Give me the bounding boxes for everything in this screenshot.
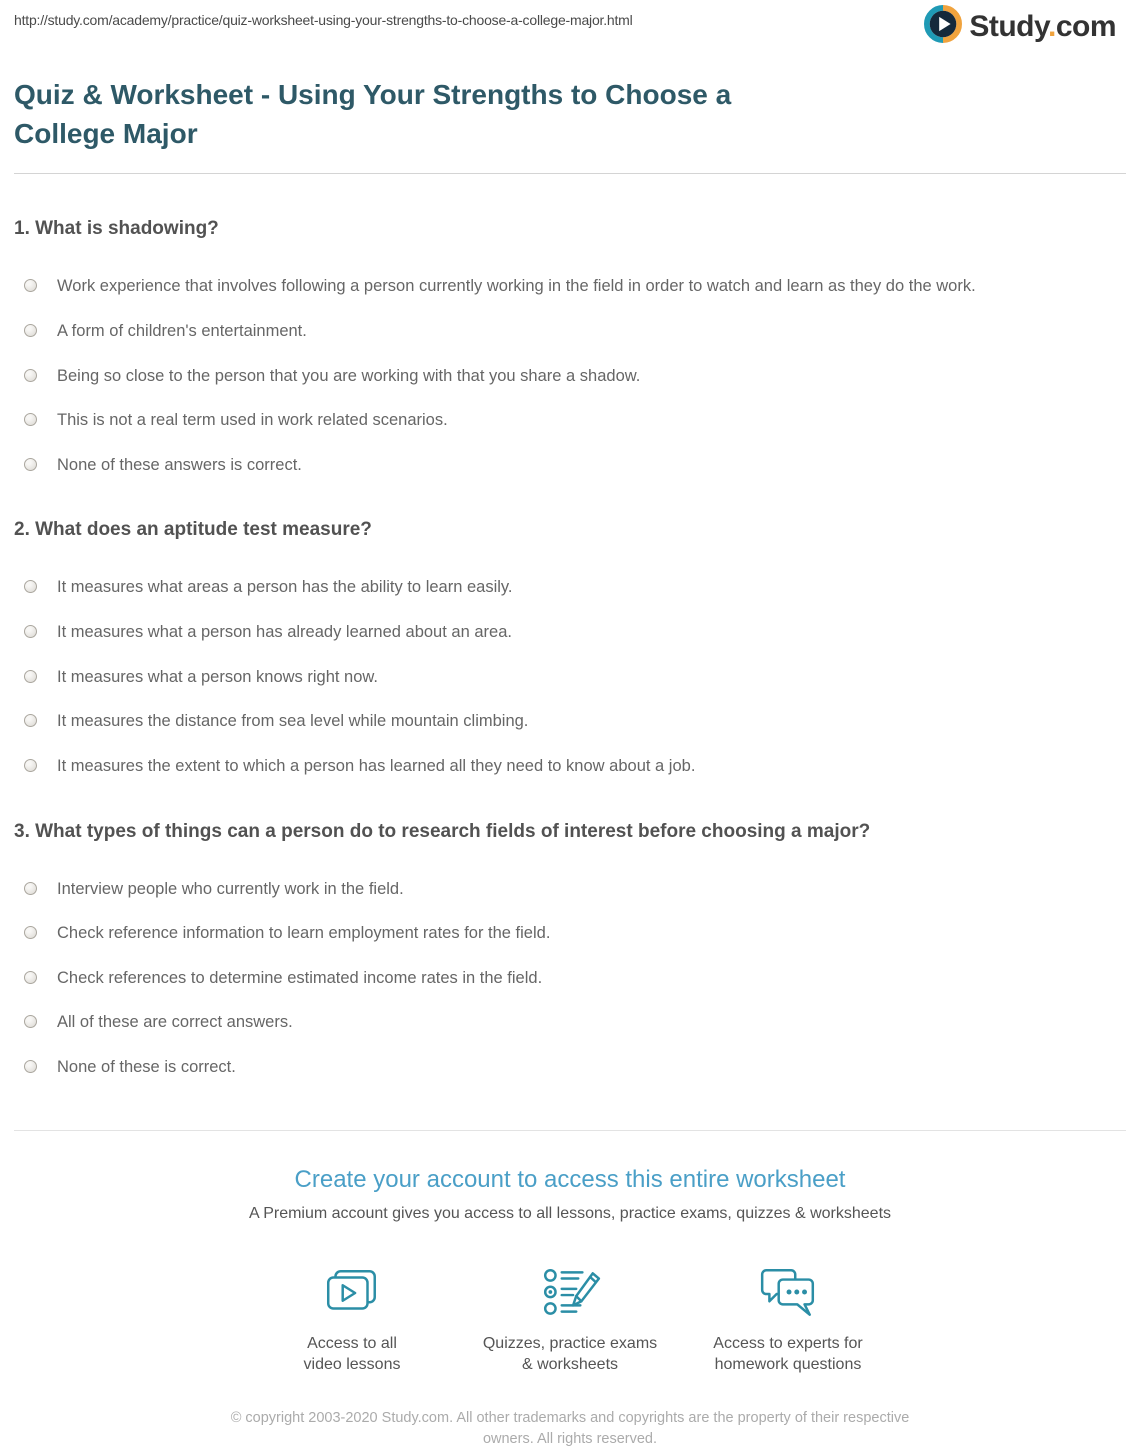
option-label[interactable]: It measures what a person knows right now. <box>57 667 378 686</box>
experts-chat-icon <box>757 1265 819 1321</box>
question-heading: 2. What does an aptitude test measure? <box>14 519 372 541</box>
option-label[interactable]: Work experience that involves following a person currently working in the field in order to watch and learn as they do the work. <box>57 277 976 296</box>
option-label[interactable]: None of these answers is correct. <box>57 455 302 474</box>
question-3 <box>14 821 1126 1078</box>
radio-button[interactable] <box>24 1015 37 1028</box>
feature-label: Access to experts for homework questions <box>713 1334 863 1374</box>
option-row[interactable] <box>14 1012 1126 1033</box>
radio-button[interactable] <box>24 1060 37 1073</box>
cta-section <box>14 1166 1126 1376</box>
quiz-questions <box>14 218 1126 1129</box>
logo-play-icon <box>924 5 962 48</box>
option-label[interactable]: A form of children's entertainment. <box>57 321 307 340</box>
feature-label: Quizzes, practice exams & worksheets <box>482 1334 658 1374</box>
radio-button[interactable] <box>24 580 37 593</box>
option-label[interactable]: Being so close to the person that you are working with that you share a shadow. <box>57 366 641 385</box>
video-lessons-icon <box>321 1265 383 1321</box>
radio-button[interactable] <box>24 369 37 382</box>
option-label[interactable]: All of these are correct answers. <box>57 1013 293 1032</box>
option-row[interactable] <box>14 321 1126 342</box>
copyright-text: © copyright 2003-2020 Study.com. All other trademarks and copyrights are the property of their respective owners. All rights reserved. <box>230 1409 910 1447</box>
feature-list <box>14 1265 1126 1376</box>
option-label[interactable]: This is not a real term used in work related scenarios. <box>57 411 448 430</box>
feature-quizzes-worksheets <box>461 1265 679 1376</box>
option-label[interactable]: Interview people who currently work in the field. <box>57 879 404 898</box>
option-row[interactable] <box>14 968 1126 989</box>
cta-title: Create your account to access this entire worksheet <box>294 1165 846 1193</box>
option-row[interactable] <box>14 455 1126 476</box>
feature-label: Access to all video lessons <box>303 1334 401 1374</box>
study-com-logo[interactable] <box>924 5 1116 48</box>
radio-button[interactable] <box>24 882 37 895</box>
page-title: Quiz & Worksheet - Using Your Strengths to Choose a College Major <box>14 79 732 149</box>
option-row[interactable] <box>14 1057 1126 1078</box>
radio-button[interactable] <box>24 625 37 638</box>
question-heading: 1. What is shadowing? <box>14 218 219 240</box>
radio-button[interactable] <box>24 279 37 292</box>
option-row[interactable] <box>14 276 1126 297</box>
option-label[interactable]: It measures what a person has already learned about an area. <box>57 623 512 641</box>
radio-button[interactable] <box>24 413 37 426</box>
quizzes-worksheets-icon <box>539 1265 601 1321</box>
question-2 <box>14 519 1126 776</box>
radio-button[interactable] <box>24 324 37 337</box>
option-label[interactable]: It measures the extent to which a person has learned all they need to know about a job. <box>57 756 696 775</box>
option-label[interactable]: Check references to determine estimated income rates in the field. <box>57 968 543 987</box>
option-label[interactable]: It measures what areas a person has the ability to learn easily. <box>57 578 513 597</box>
option-row[interactable] <box>14 577 1126 598</box>
option-row[interactable] <box>14 711 1126 732</box>
logo-text: Study.com <box>969 9 1116 43</box>
option-row[interactable] <box>14 756 1126 777</box>
option-row[interactable] <box>14 366 1126 387</box>
radio-button[interactable] <box>24 714 37 727</box>
radio-button[interactable] <box>24 971 37 984</box>
option-row[interactable] <box>14 667 1126 688</box>
cta-divider <box>14 1130 1126 1131</box>
option-row[interactable] <box>14 879 1126 900</box>
radio-button[interactable] <box>24 670 37 683</box>
page-url: http://study.com/academy/practice/quiz-worksheet-using-your-strengths-to-choose-a-college-major.html <box>14 12 633 28</box>
option-row[interactable] <box>14 923 1126 944</box>
page-header <box>14 0 1126 58</box>
radio-button[interactable] <box>24 458 37 471</box>
option-row[interactable] <box>14 410 1126 431</box>
option-label[interactable]: It measures the distance from sea level while mountain climbing. <box>57 712 529 731</box>
feature-expert-help <box>679 1265 897 1376</box>
radio-button[interactable] <box>24 759 37 772</box>
option-row[interactable] <box>14 622 1126 643</box>
question-1 <box>14 218 1126 475</box>
title-divider <box>14 173 1126 174</box>
option-label[interactable]: None of these is correct. <box>57 1058 236 1076</box>
option-label[interactable]: Check reference information to learn employment rates for the field. <box>57 924 551 943</box>
radio-button[interactable] <box>24 926 37 939</box>
question-heading: 3. What types of things can a person do to research fields of interest before choosing a major? <box>14 820 871 842</box>
feature-video-lessons <box>243 1265 461 1376</box>
cta-subtitle: A Premium account gives you access to all lessons, practice exams, quizzes & worksheets <box>248 1204 892 1222</box>
